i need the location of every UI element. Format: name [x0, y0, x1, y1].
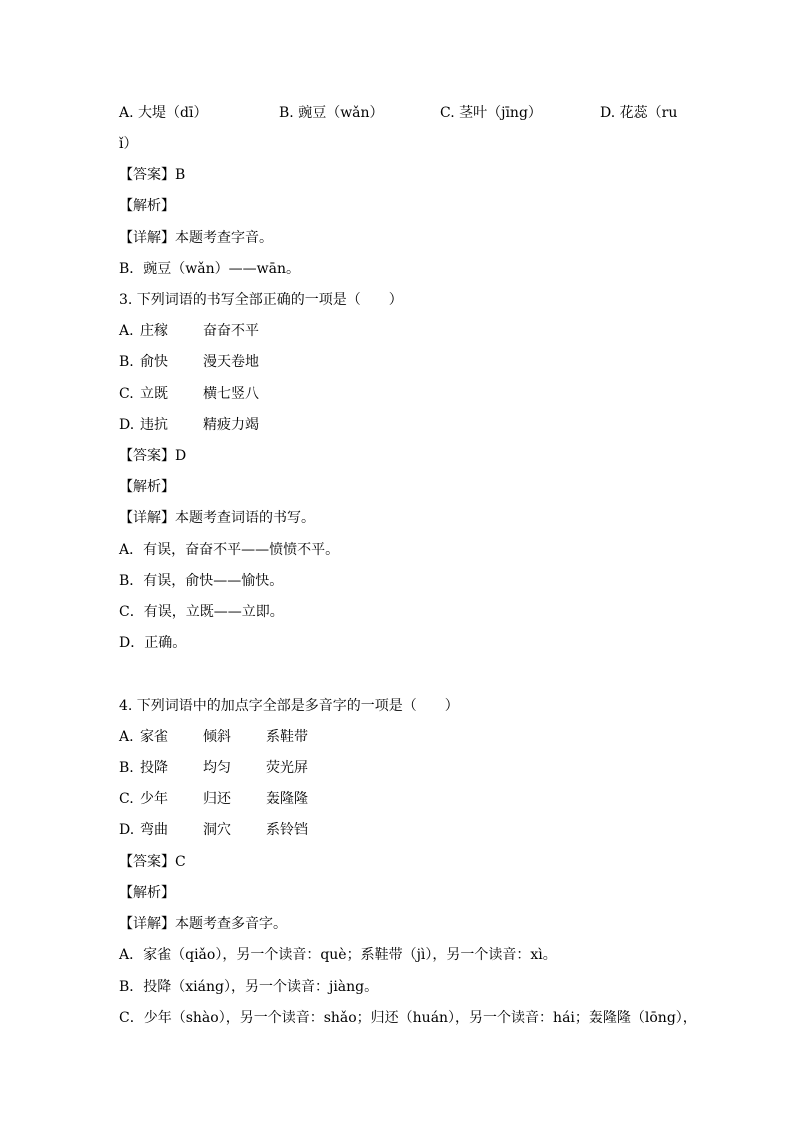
q4-option-word: 家雀	[140, 729, 168, 745]
q4-option-word: 归还	[203, 791, 231, 807]
q4-option-word: 倾斜	[203, 729, 231, 745]
q4-option-word: 系铃铛	[266, 822, 308, 838]
q2-option-c: C. 茎叶（jīng）	[440, 105, 542, 121]
q3-option-word: 漫天卷地	[203, 354, 259, 370]
q3-note-c: C．有误，立既——立即。	[119, 604, 284, 620]
q3-option-word: 违抗	[140, 417, 168, 433]
q3-note-a: A．有误，奋奋不平——愤愤不平。	[119, 542, 340, 558]
q4-stem: 4. 下列词语中的加点字全部是多音字的一项是（ ）	[119, 698, 459, 714]
q4-note-c: C．少年（shào），另一个读音：shǎo；归还（huán），另一个读音：hái；轰隆隆（lōng），	[119, 1010, 697, 1026]
q4-answer: 【答案】C	[119, 854, 186, 870]
q4-detail: 【详解】本题考查多音字。	[119, 916, 287, 932]
q3-option-word: 立既	[140, 386, 168, 402]
q4-analysis-heading: 【解析】	[119, 885, 175, 901]
q4-option-word: 荧光屏	[266, 760, 308, 776]
q2-option-d-continuation: ǐ）	[119, 136, 138, 152]
q4-option-word: 弯曲	[140, 822, 168, 838]
q3-option-word: 奋奋不平	[203, 323, 259, 339]
q3-option-letter: A.	[119, 323, 134, 339]
q4-option-letter: B.	[119, 760, 134, 776]
q4-note-a: A．家雀（qiǎo），另一个读音：què；系鞋带（jì），另一个读音：xì。	[119, 947, 557, 963]
q3-note-d: D．正确。	[119, 635, 187, 651]
q4-option-word: 均匀	[203, 760, 231, 776]
q3-option-word: 俞快	[140, 354, 168, 370]
q4-option-letter: C.	[119, 791, 134, 807]
q3-option-letter: D.	[119, 417, 135, 433]
q4-note-b: B．投降（xiáng），另一个读音：jiàng。	[119, 979, 379, 995]
q2-analysis-heading: 【解析】	[119, 198, 175, 214]
q4-option-letter: D.	[119, 822, 135, 838]
q2-option-d: D. 花蕊（ru	[600, 105, 678, 121]
q3-option-word: 庄稼	[140, 323, 168, 339]
q3-note-b: B．有误，俞快——愉快。	[119, 573, 284, 589]
q3-stem: 3. 下列词语的书写全部正确的一项是（ ）	[119, 292, 403, 308]
q4-option-word: 少年	[140, 791, 168, 807]
q4-option-word: 投降	[140, 760, 168, 776]
q4-option-word: 洞穴	[203, 822, 231, 838]
q3-option-letter: C.	[119, 386, 134, 402]
q2-detail: 【详解】本题考查字音。	[119, 230, 273, 246]
q3-analysis-heading: 【解析】	[119, 479, 175, 495]
q2-option-b: B. 豌豆（wǎn）	[279, 105, 384, 121]
q3-answer: 【答案】D	[119, 448, 187, 464]
q3-option-letter: B.	[119, 354, 134, 370]
q3-detail: 【详解】本题考查词语的书写。	[119, 510, 315, 526]
q4-option-word: 轰隆隆	[266, 791, 308, 807]
q2-option-a: A. 大堤（dī）	[119, 105, 208, 121]
q4-option-letter: A.	[119, 729, 134, 745]
q2-answer: 【答案】B	[119, 167, 186, 183]
q2-note-b: B．豌豆（wǎn）——wān。	[119, 261, 300, 277]
q4-option-word: 系鞋带	[266, 729, 308, 745]
q3-option-word: 精疲力竭	[203, 417, 259, 433]
q3-option-word: 横七竖八	[203, 386, 259, 402]
